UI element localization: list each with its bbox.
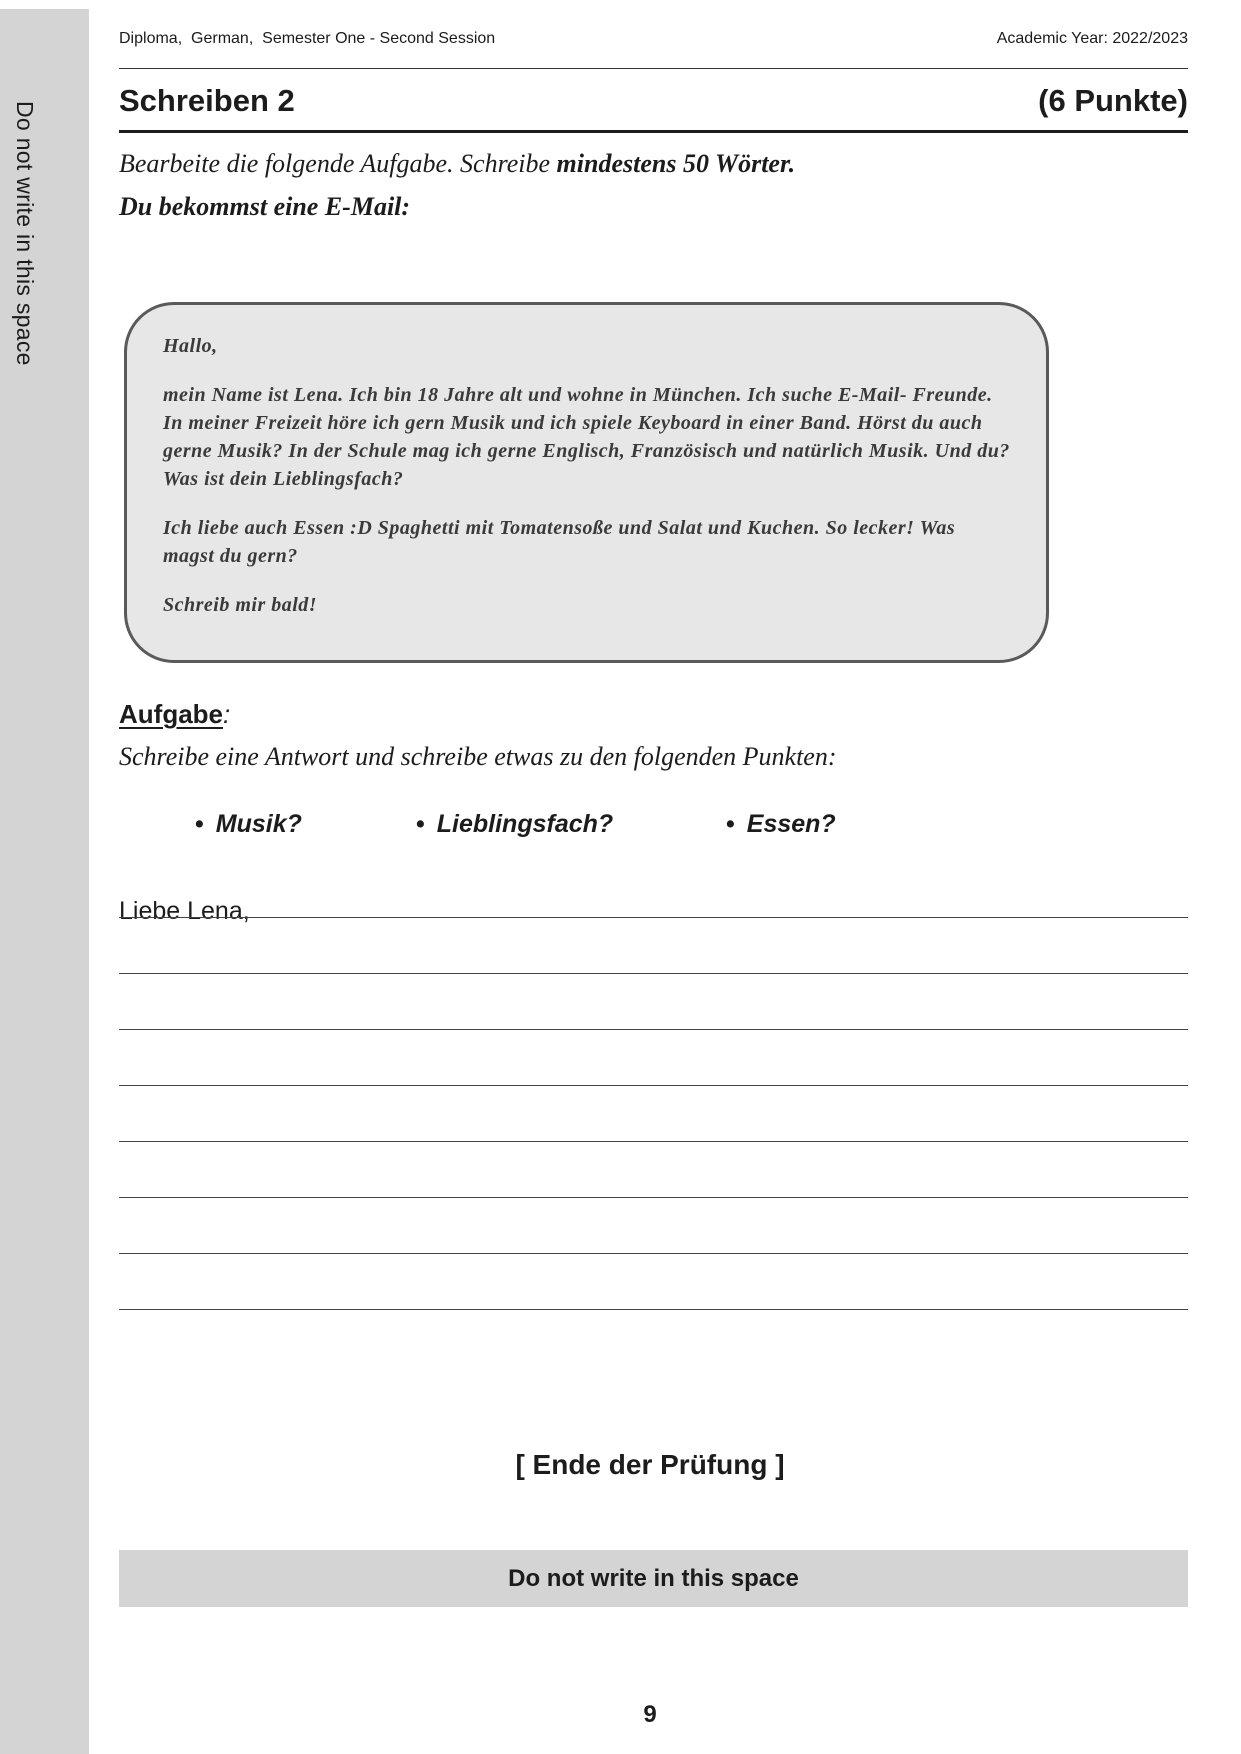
no-write-bar (119, 1550, 1188, 1607)
task-label (119, 699, 230, 730)
margin-strip (0, 9, 89, 1754)
page-number: 9 (643, 1701, 657, 1728)
section-points: (6 Punkte) (1038, 83, 1188, 118)
email-paragraph: Ich liebe auch Essen :D Spaghetti mit Tomatensoße und Salat und Kuchen. So lecker! Was magst du gern? (163, 517, 956, 567)
header-divider (119, 68, 1188, 69)
instruction-line-1 (119, 149, 795, 179)
header-course: Diploma, German, Semester One - Second Session (119, 30, 496, 47)
title-divider (119, 130, 1188, 133)
writing-line[interactable] (119, 1141, 1188, 1142)
writing-line[interactable] (119, 917, 1188, 918)
instruction-text: Bearbeite die folgende Aufgabe. Schreibe (119, 149, 557, 178)
instruction-line-2: Du bekommst eine E-Mail: (119, 192, 411, 221)
exam-end-text: [ Ende der Prüfung ] (515, 1449, 785, 1480)
writing-line[interactable] (119, 1253, 1188, 1254)
task-label-text: Aufgabe (119, 699, 223, 729)
task-bullet-music: • Musik? (195, 810, 302, 839)
answer-greeting: Liebe Lena, (119, 897, 250, 925)
writing-line[interactable] (119, 1197, 1188, 1198)
no-write-bar-label: Do not write in this space (508, 1565, 799, 1592)
writing-line[interactable] (119, 1085, 1188, 1086)
instruction-word-count: mindestens 50 Wörter. (556, 149, 796, 178)
email-paragraph: mein Name ist Lena. Ich bin 18 Jahre alt und wohne in München. Ich suche E-Mail- Freunde. In meiner Freizeit höre ich gern Musik und ich spiele Keyboard in einer Band. Hörst du auch gerne Musik? In der Schule mag ich gerne Englisch, Französisch und natürlich Musik. Und du? Was ist dein Lieblingsfach? (163, 384, 1010, 490)
task-label-colon: : (223, 699, 231, 729)
writing-line[interactable] (119, 1309, 1188, 1310)
writing-line[interactable] (119, 1029, 1188, 1030)
email-closing: Schreib mir bald! (163, 594, 318, 616)
task-text: Schreibe eine Antwort und schreibe etwas zu den folgenden Punkten: (119, 742, 837, 771)
section-title: Schreiben 2 (119, 83, 295, 118)
email-box (124, 302, 1049, 663)
margin-strip-label: Do not write in this space (12, 101, 38, 366)
task-bullet-favorite-subject: • Lieblingsfach? (416, 810, 613, 839)
writing-line[interactable] (119, 973, 1188, 974)
email-greeting: Hallo, (163, 335, 218, 357)
task-bullet-food: • Essen? (726, 810, 836, 839)
header-academic-year: Academic Year: 2022/2023 (996, 30, 1188, 47)
